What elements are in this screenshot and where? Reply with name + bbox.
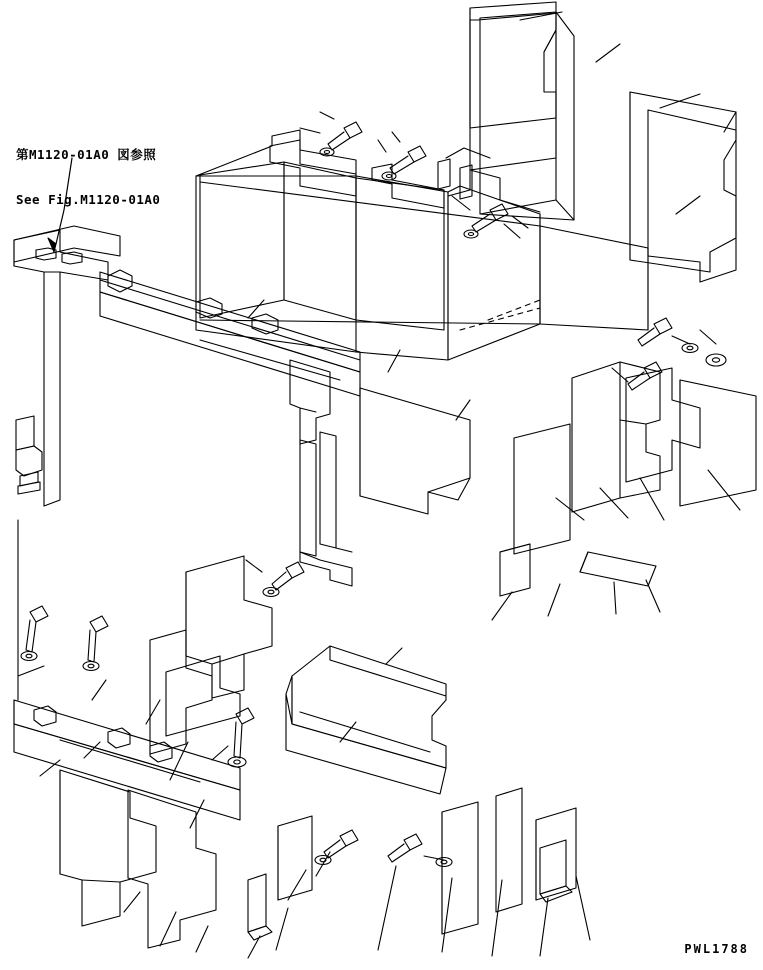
bolt-top-2 xyxy=(390,146,426,174)
washer-lower-left-2 xyxy=(83,662,99,671)
hardware-left-cluster xyxy=(16,416,42,494)
leader-line xyxy=(576,876,590,940)
leader-line xyxy=(614,582,616,614)
bracket-midright-b xyxy=(626,368,700,482)
pad-top-a xyxy=(438,159,450,189)
washer-right-2 xyxy=(706,354,726,366)
leader-line xyxy=(452,196,470,210)
leader-line xyxy=(456,400,470,420)
leader-line xyxy=(646,580,660,612)
leader-line xyxy=(672,336,690,344)
bolt-lower-left-3 xyxy=(234,708,254,758)
panel-center-right-flange xyxy=(448,170,540,330)
panel-upper-far-right-inner xyxy=(648,110,736,282)
drawing-number: PWL1788 xyxy=(684,942,749,956)
leader-line xyxy=(190,800,204,828)
pad-midright-bar xyxy=(580,552,656,586)
leader-line xyxy=(388,350,400,372)
bolt-lower-center-4 xyxy=(272,562,304,590)
washer-top-3 xyxy=(464,230,478,238)
washer-lower-center-4 xyxy=(263,588,279,597)
leader-line xyxy=(18,666,44,676)
panel-lower-left-bracket xyxy=(186,556,272,698)
leader-line xyxy=(676,196,700,214)
leader-line xyxy=(92,680,106,700)
leader-line xyxy=(320,112,334,119)
panel-lower-left-inner xyxy=(150,630,212,754)
panel-lower-left-skirt-inner xyxy=(128,790,216,948)
leader-line xyxy=(84,742,100,758)
panel-upper-right-a xyxy=(470,2,556,128)
washer-right-1 xyxy=(682,344,698,353)
panel-upper-far-right xyxy=(630,92,736,272)
washer-top-2 xyxy=(382,172,396,180)
panel-center-left xyxy=(200,162,284,318)
leader-line xyxy=(708,470,740,510)
bolt-top-1 xyxy=(328,122,362,150)
bolt-right-1 xyxy=(638,318,672,346)
leader-line xyxy=(446,148,490,158)
reference-note-line-en: See Fig.M1120-01A0 xyxy=(16,192,161,207)
leader-line xyxy=(392,132,400,142)
panel-lower-right-block xyxy=(536,808,576,900)
leader-line xyxy=(540,898,548,956)
leader-line xyxy=(288,870,306,900)
bracket-rail-support xyxy=(300,432,352,586)
washer-lower-left-3 xyxy=(228,757,246,767)
pad-lower-right-a xyxy=(248,874,272,940)
bracket-rail-right xyxy=(360,388,470,514)
panel-midright-flat xyxy=(680,380,756,506)
leader-line xyxy=(196,926,208,952)
leader-line xyxy=(596,44,620,62)
washer-lower-left-1 xyxy=(21,652,37,661)
leader-line xyxy=(212,746,228,760)
bolt-lower-right-2 xyxy=(388,834,422,862)
leader-line xyxy=(504,224,520,238)
panel-midright-cover xyxy=(514,424,570,554)
frame-lower-rail xyxy=(14,700,240,790)
leader-line xyxy=(124,892,140,912)
panel-upper-right-large xyxy=(480,12,574,220)
reference-note xyxy=(16,117,160,237)
leader-line xyxy=(548,584,560,616)
leader-line xyxy=(492,592,512,620)
leader-line xyxy=(700,330,716,344)
leader-line xyxy=(660,94,700,108)
leader-line xyxy=(276,908,288,950)
panel-upper-right-b xyxy=(470,13,556,170)
bracket-rail-mid xyxy=(290,360,330,444)
bolt-lower-left-2 xyxy=(88,616,108,662)
leader-line xyxy=(246,560,262,572)
reference-note-line-jp: 第M1120-01A0 図参照 xyxy=(16,147,157,162)
leader-line xyxy=(442,878,452,952)
panel-lower-left-skirt xyxy=(60,770,156,926)
leader-line xyxy=(378,140,386,152)
panel-lower-left-tab xyxy=(166,656,240,736)
leader-line xyxy=(378,866,396,950)
pad-midright xyxy=(500,544,530,596)
leader-line xyxy=(160,912,176,946)
leader-line xyxy=(300,128,320,133)
bracket-top-right xyxy=(372,164,444,208)
leader-line xyxy=(512,216,528,228)
leader-line xyxy=(146,700,160,724)
bolt-lower-left-1 xyxy=(26,606,48,652)
frame-lower-rail-face xyxy=(14,724,240,820)
leader-line xyxy=(492,880,502,956)
leader-line xyxy=(386,648,402,664)
cover-lower-center-face xyxy=(286,694,446,794)
note-arrow-head xyxy=(48,238,56,252)
frame-rail-main xyxy=(14,230,108,506)
frame-rail-lower xyxy=(100,292,360,396)
pad-lower-right-b xyxy=(540,840,572,902)
